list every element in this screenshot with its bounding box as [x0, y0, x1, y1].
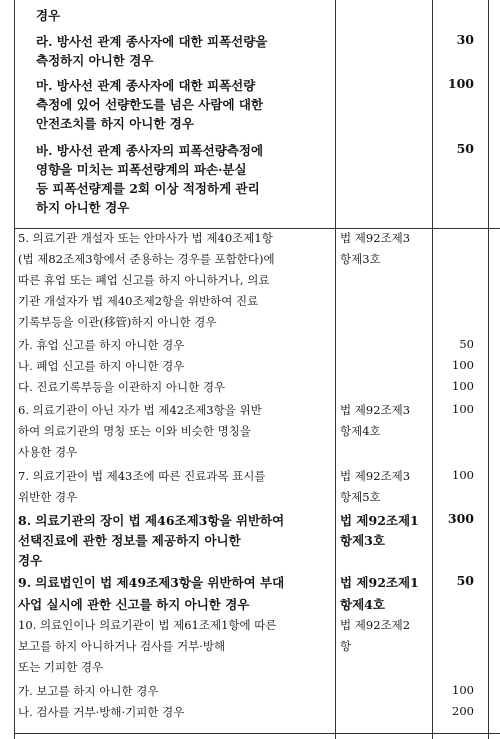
row-legal-basis-line: 법 제92조제3: [340, 403, 411, 417]
row-description-line: 마. 방사선 관계 종사자에 대한 피폭선량: [36, 78, 256, 93]
row-description-line: 위반한 경우: [18, 490, 78, 504]
row-legal-basis-line: 항제3호: [340, 533, 385, 548]
row-legal-basis-line: 항제4호: [340, 597, 385, 612]
row-description-line: 경우: [36, 8, 61, 23]
row-fine-amount: 30: [456, 32, 474, 47]
row-legal-basis-line: 법 제92조제1: [340, 513, 419, 528]
row-description-line: 경우: [18, 553, 43, 568]
column-divider-right: [488, 0, 489, 739]
row-description-line: 바. 방사선 관계 종사자의 피폭선량측정에: [36, 143, 264, 158]
row-legal-basis-line: 법 제92조제3: [340, 469, 411, 483]
row-description-line: 하여 의료기관의 명칭 또는 이와 비슷한 명칭을: [18, 424, 252, 438]
row-description-line: 따른 휴업 또는 폐업 신고를 하지 아니하거나, 의료: [18, 273, 270, 287]
row-fine-amount: 50: [456, 141, 474, 156]
row-description-line: 하지 아니한 경우: [36, 200, 130, 215]
row-description-line: 영향을 미치는 피폭선량계의 파손·분실: [36, 162, 247, 177]
row-description-line: 라. 방사선 관계 종사자에 대한 피폭선량을: [36, 34, 268, 49]
row-fine-amount: 100: [452, 379, 474, 393]
row-legal-basis-line: 항: [340, 639, 352, 653]
row-fine-amount: 50: [456, 573, 474, 588]
row-description-line: 사용한 경우: [18, 445, 78, 459]
row-fine-amount: 100: [452, 402, 474, 416]
row-legal-basis-line: 항제4호: [340, 424, 381, 438]
row-fine-amount: 100: [447, 76, 474, 91]
row-description-line: 안전조치를 하지 아니한 경우: [36, 116, 194, 131]
row-description-line: 가. 보고를 하지 아니한 경우: [18, 684, 159, 698]
row-description-line: 7. 의료기관이 법 제43조에 따른 진료과목 표시를: [18, 469, 266, 483]
row-legal-basis-line: 법 제92조제1: [340, 575, 419, 590]
row-fine-amount: 50: [459, 337, 474, 351]
row-fine-amount: 100: [452, 468, 474, 482]
row-border: [14, 733, 500, 734]
row-description-line: 기록부등을 이관(移管)하지 아니한 경우: [18, 315, 217, 329]
row-fine-amount: 100: [452, 683, 474, 697]
row-description-line: 9. 의료법인이 법 제49조제3항을 위반하여 부대: [18, 575, 285, 590]
row-description-line: 측정에 있어 선량한도를 넘은 사람에 대한: [36, 97, 264, 112]
row-description-line: 등 피폭선량계를 2회 이상 적정하게 관리: [36, 181, 260, 196]
row-legal-basis-line: 법 제92조제3: [340, 231, 411, 245]
row-description-line: 6. 의료기관이 아닌 자가 법 제42조제3항을 위반: [18, 403, 262, 417]
row-description-line: 8. 의료기관의 장이 법 제46조제3항을 위반하여: [18, 513, 285, 528]
row-description-line: 5. 의료기관 개설자 또는 안마사가 법 제40조제1항: [18, 231, 273, 245]
column-divider-amount: [432, 0, 433, 739]
row-legal-basis-line: 법 제92조제2: [340, 618, 411, 632]
row-legal-basis-line: 항제5호: [340, 490, 381, 504]
row-fine-amount: 300: [447, 511, 474, 526]
column-divider-left: [14, 0, 15, 739]
row-description-line: 선택진료에 관한 정보를 제공하지 아니한: [18, 533, 241, 548]
row-legal-basis-line: 항제3호: [340, 252, 381, 266]
row-description-line: 나. 폐업 신고를 하지 아니한 경우: [18, 359, 185, 373]
column-divider-law: [335, 0, 336, 739]
row-description-line: 사업 실시에 관한 신고를 하지 아니한 경우: [18, 597, 250, 612]
row-description-line: 측정하지 아니한 경우: [36, 53, 154, 68]
row-description-line: 다. 진료기록부등을 이관하지 아니한 경우: [18, 380, 226, 394]
row-description-line: 기관 개설자가 법 제40조제2항을 위반하여 진료: [18, 294, 259, 308]
row-description-line: 나. 검사를 거부·방해·기피한 경우: [18, 705, 185, 719]
row-description-line: 또는 기피한 경우: [18, 660, 104, 674]
row-fine-amount: 200: [452, 704, 474, 718]
row-fine-amount: 100: [452, 358, 474, 372]
row-border: [14, 228, 500, 229]
row-description-line: 10. 의료인이나 의료기관이 법 제61조제1항에 따른: [18, 618, 277, 632]
row-description-line: 가. 휴업 신고를 하지 아니한 경우: [18, 338, 185, 352]
row-description-line: 보고를 하지 아니하거나 검사를 거부·방해: [18, 639, 226, 653]
row-description-line: (법 제82조제3항에서 준용하는 경우를 포함한다)에: [18, 252, 275, 266]
